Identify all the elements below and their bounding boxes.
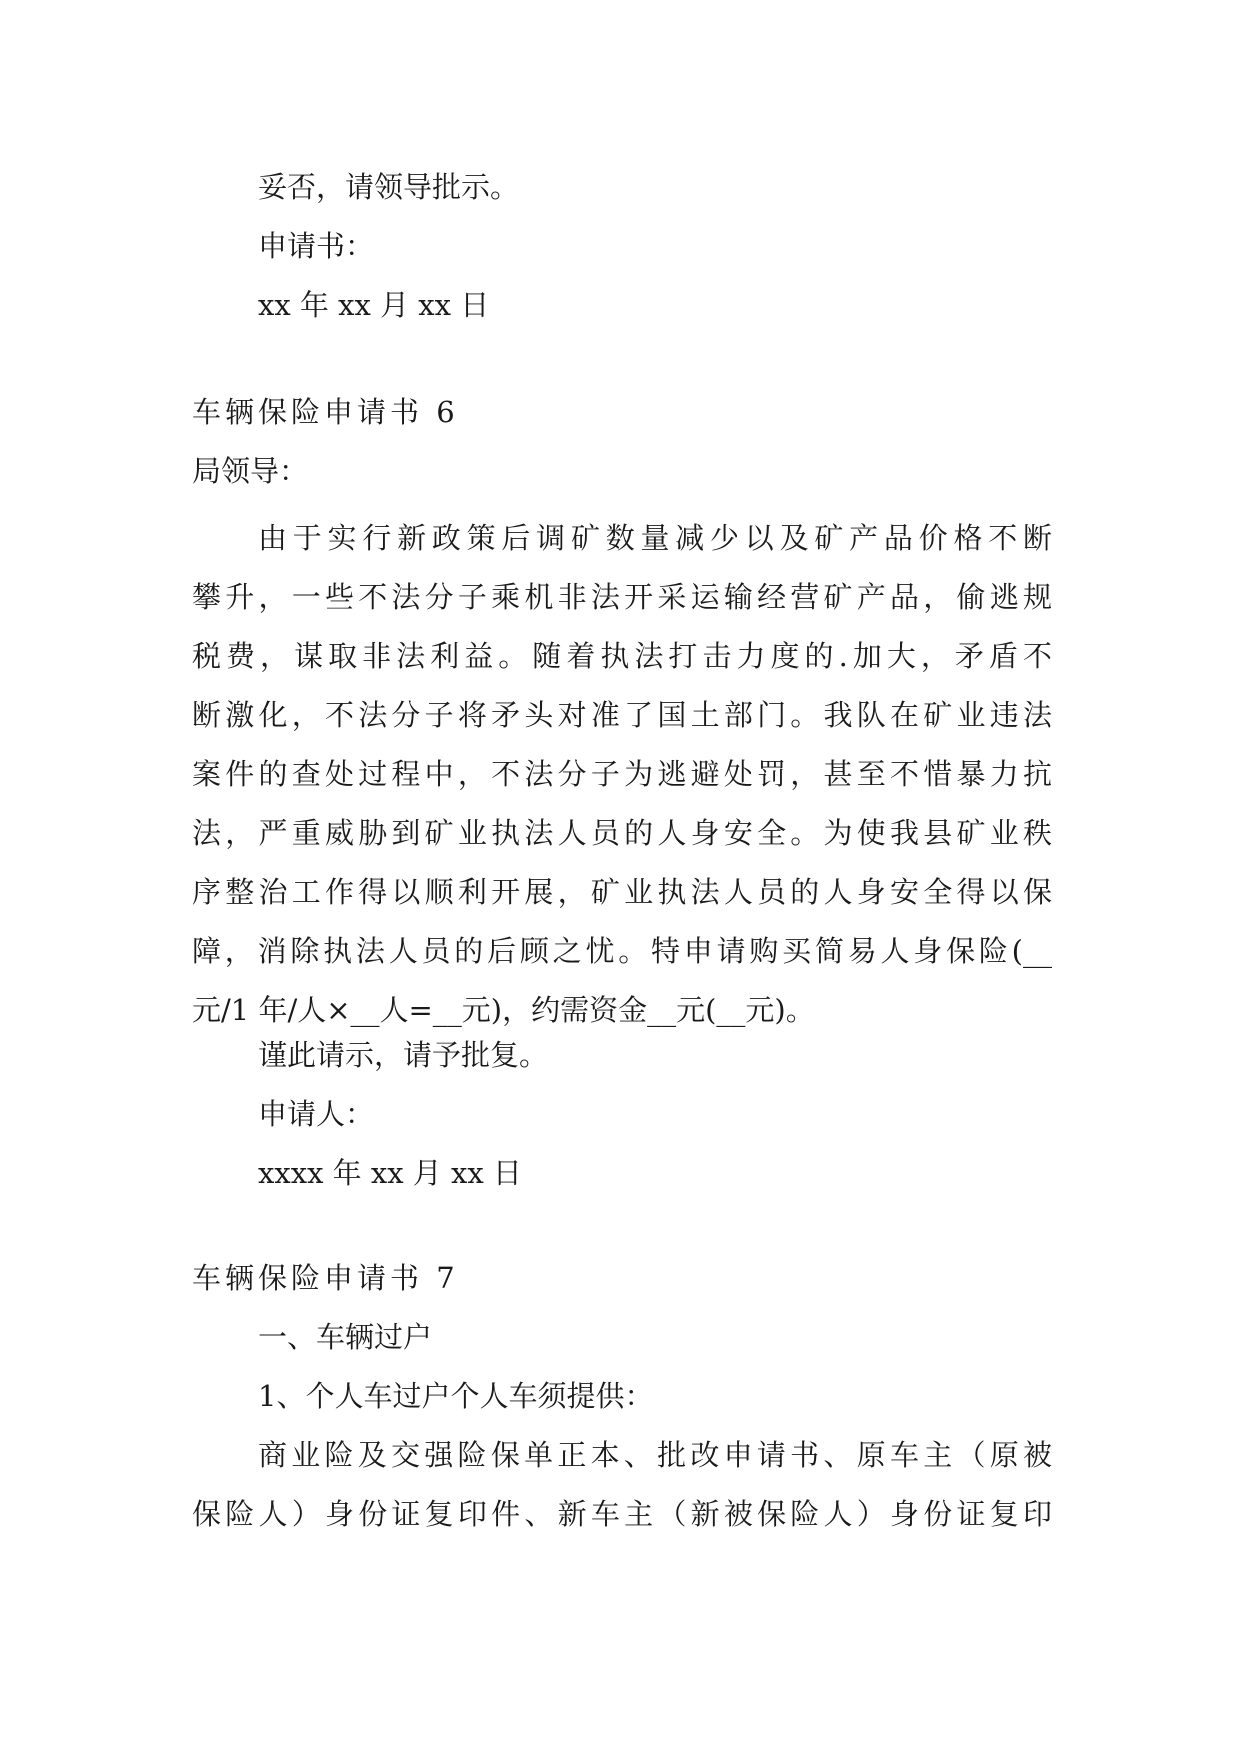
section-7-item-2: 1、个人车过户个人车须提供： [258, 1379, 654, 1413]
body-line: 断激化，不法分子将矛头对准了国土部门。我队在矿业违法 [192, 698, 1052, 732]
section-7-item-1: 一、车辆过户 [258, 1320, 433, 1354]
section-6-date: xxxx 年 xx 月 xx 日 [258, 1156, 522, 1190]
body-line: 由于实行新政策后调矿数量减少以及矿产品价格不断 [258, 521, 1052, 555]
section-6-body [192, 509, 1052, 1040]
body-line: 商业险及交强险保单正本、批改申请书、原车主（原被 [258, 1438, 1052, 1472]
body-line: 元/1 年/人×__人=__元)，约需资金__元(__元)。 [192, 993, 815, 1027]
section-7-title: 车辆保险申请书 7 [192, 1261, 459, 1295]
body-line: 保险人）身份证复印件、新车主（新被保险人）身份证复印 [192, 1497, 1052, 1531]
section-6-title: 车辆保险申请书 6 [192, 395, 459, 429]
date-line: xx 年 xx 月 xx 日 [258, 288, 490, 322]
approval-request-line: 妥否，请领导批示。 [258, 170, 520, 204]
section-6-closing: 谨此请示，请予批复。 [258, 1038, 549, 1072]
body-line: 法，严重威胁到矿业执法人员的人身安全。为使我县矿业秩 [192, 816, 1052, 850]
body-line: 税费，谋取非法利益。随着执法打击力度的.加大，矛盾不 [192, 639, 1052, 673]
section-6-applicant: 申请人： [258, 1097, 375, 1131]
section-7-body [192, 1426, 1052, 1544]
section-6-salutation: 局领导： [192, 454, 309, 488]
body-line: 障，消除执法人员的后顾之忧。特申请购买简易人身保险(__ [192, 934, 1052, 968]
body-line: 案件的查处过程中，不法分子为逃避处罚，甚至不惜暴力抗 [192, 757, 1052, 791]
applicant-label: 申请书： [258, 229, 375, 263]
body-line: 序整治工作得以顺利开展，矿业执法人员的人身安全得以保 [192, 875, 1052, 909]
body-line: 攀升，一些不法分子乘机非法开采运输经营矿产品，偷逃规 [192, 580, 1052, 614]
